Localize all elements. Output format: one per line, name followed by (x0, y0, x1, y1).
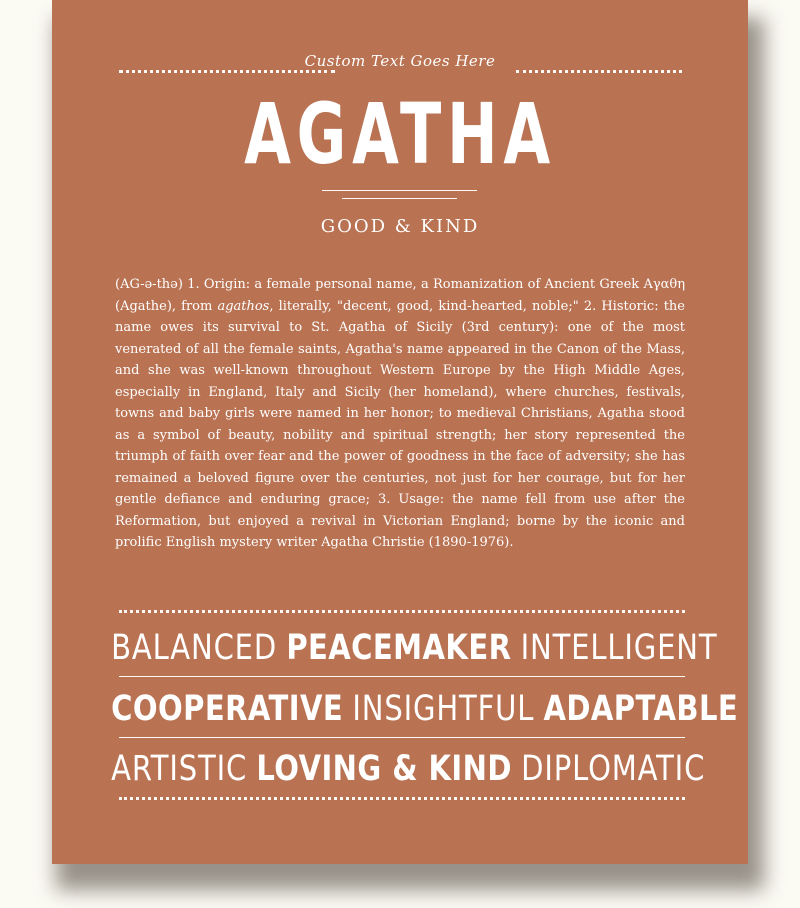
title-rule-top (322, 190, 477, 191)
trait-word: COOPERATIVE (111, 689, 344, 729)
dotted-divider-top-left (119, 70, 335, 73)
traits-row-1 (111, 628, 718, 668)
traits-rule-1 (119, 676, 685, 677)
trait-word: PEACEMAKER (286, 628, 512, 668)
dotted-divider-top-right (516, 70, 682, 73)
definition-text-part-2: , literally, "decent, good, kind-hearted, noble;" 2. Historic: the name owes its survival to St. Agatha of Sicily (3rd century): one of the most venerated of all the female saints, Agatha's name appeared in the Canon of the Mass, and she was well-known throughout Western Europe by the High Middle Ages, especially in England, Italy and Sicily (her homeland), where churches, festivals, towns and baby girls were named in her honor; to medieval Christians, Agatha stood as a symbol of beauty, nobility and spiritual strength; her story represented the triumph of faith over fear and the power of goodness in the face of adversity; she has remained a beloved figure over the centuries, not just for her courage, but for her gentle defiance and enduring grace; 3. Usage: the name fell from use after the Reformation, but enjoyed a revival in Victorian England; borne by the iconic and prolific English mystery writer Agatha Christie (1890-1976). (115, 298, 685, 550)
title-rule-bottom (342, 198, 457, 199)
traits-rule-2 (119, 737, 685, 738)
dotted-divider-bottom (119, 797, 685, 800)
definition-text-part-1: (AG-ə-thə) 1. Origin: a female personal name, a Romanization of Ancient Greek Αγαθη (Agathe), from (115, 277, 685, 314)
traits-row-3 (111, 749, 706, 789)
traits-row-2 (111, 689, 739, 729)
trait-word: BALANCED (111, 628, 278, 668)
name-poster (52, 0, 748, 864)
trait-word: INSIGHTFUL (352, 689, 535, 729)
dotted-divider-middle (119, 610, 685, 613)
trait-word: ADAPTABLE (543, 689, 739, 729)
trait-word: LOVING & KIND (256, 749, 512, 789)
custom-text: Custom Text Goes Here (304, 52, 496, 70)
name-title: AGATHA (244, 85, 556, 183)
trait-word: INTELLIGENT (520, 628, 718, 668)
trait-word: ARTISTIC (111, 749, 248, 789)
name-definition (115, 274, 685, 554)
definition-italic-word: agathos (217, 298, 270, 314)
trait-word: DIPLOMATIC (521, 749, 706, 789)
name-meaning: GOOD & KIND (320, 216, 480, 237)
